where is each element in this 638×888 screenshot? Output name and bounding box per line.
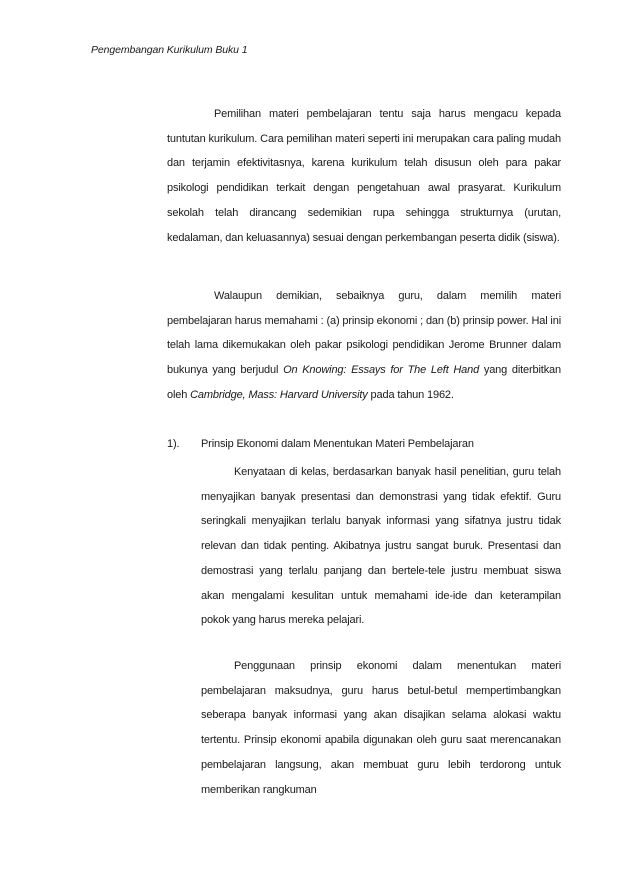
list-item-heading bbox=[167, 432, 474, 457]
list-item-number: 1). bbox=[167, 438, 180, 450]
paragraph-classroom-reality: Kenyataan di kelas, berdasarkan banyak hasil penelitian, guru telah menyajikan banyak presentasi dan demonstrasi yang tidak efektif. Guru seringkali menyajikan terlalu banyak informasi yang sifatnya justru tidak relevan dan tidak penting. Akibatnya justru sangat buruk. Presentasi dan demostrasi yang terlalu panjang dan bertele-tele justru membuat siswa akan mengalami kesulitan untuk memahami ide-ide dan keterampilan pokok yang harus mereka pelajari. bbox=[201, 466, 561, 627]
paragraph-economy-power-principles bbox=[167, 284, 561, 408]
paragraph-text: Walaupun demikian, sebaiknya guru, dalam memilih materi pembelajaran harus memahami : (a) prinsip ekonomi ; dan (b) prinsip power. Hal ini telah lama dikemukakan oleh pakar psikologi pendidikan Jerome Brunner dalam bukunya yang berjudul bbox=[167, 290, 561, 377]
list-item-title: Prinsip Ekonomi dalam Menentukan Materi Pembelajaran bbox=[201, 438, 474, 450]
paragraph-economy-principle-usage: Penggunaan prinsip ekonomi dalam menentukan materi pembelajaran maksudnya, guru harus betul-betul mempertimbangkan seberapa banyak informasi yang akan disajikan selama alokasi waktu tertentu. Prinsip ekonomi apabila digunakan oleh guru saat merencanakan pembelajaran langsung, akan membuat guru lebih terdorong untuk memberikan rangkuman bbox=[201, 660, 561, 796]
paragraph-text: pada tahun 1962. bbox=[367, 388, 454, 401]
paragraph-text: yang diterbitkan oleh bbox=[167, 364, 561, 401]
running-header: Pengembangan Kurikulum Buku 1 bbox=[91, 44, 248, 56]
publisher-name: Cambridge, Mass: Harvard University bbox=[190, 388, 368, 401]
book-title: On Knowing: Essays for The Left Hand bbox=[283, 364, 480, 377]
paragraph-material-selection: Pemilihan materi pembelajaran tentu saja harus mengacu kepada tuntutan kurikulum. Cara pemilihan materi seperti ini merupakan cara paling mudah dan terjamin efektivitasnya, karena kurikulum telah disusun oleh para pakar psikologi pendidikan terkait dengan pengetahuan awal prasyarat. Kurikulum sekolah telah dirancang sedemikian rupa sehingga strukturnya (urutan, kedalaman, dan keluasannya) sesuai dengan perkembangan peserta didik (siswa). bbox=[167, 108, 561, 244]
